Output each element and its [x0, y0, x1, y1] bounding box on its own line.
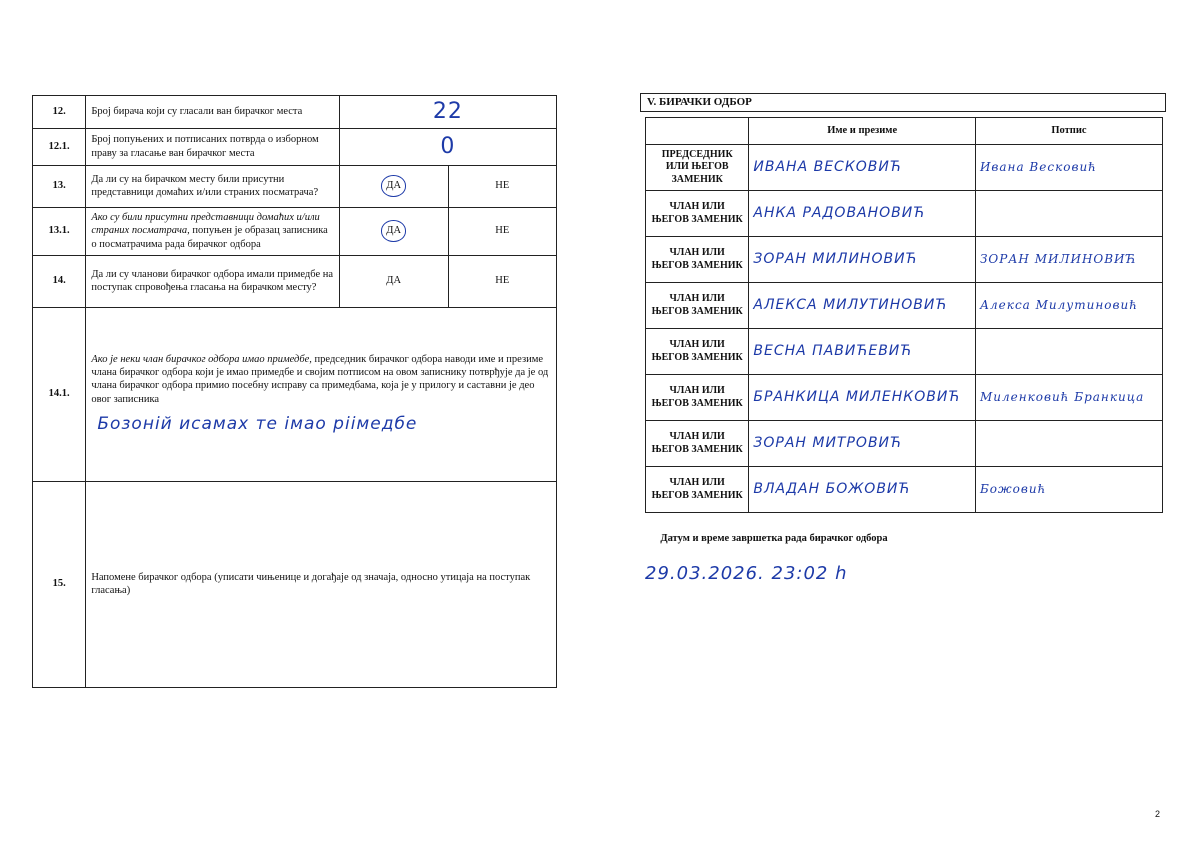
member-signature [975, 283, 1162, 329]
question-rest: попуњен је образац записника о посматрачима рада бирачког одбора [91, 225, 328, 250]
member-signature [975, 467, 1162, 513]
row-number: 12. [33, 96, 86, 129]
member-signature [975, 375, 1162, 421]
answer-yes [339, 165, 448, 207]
committee-row [646, 375, 1163, 421]
row-13 [33, 165, 557, 207]
row-number: 14.1. [33, 307, 86, 481]
circled-yes: ДА [381, 220, 406, 241]
committee-row [646, 467, 1163, 513]
role-header [646, 118, 749, 145]
committee-header-row [646, 118, 1163, 145]
member-role: ЧЛАН ИЛИ ЊЕГОВ ЗАМЕНИК [646, 467, 749, 513]
section-title: V. БИРАЧКИ ОДБОР [640, 93, 1166, 112]
member-role: ЧЛАН ИЛИ ЊЕГОВ ЗАМЕНИК [646, 191, 749, 237]
row-15 [33, 481, 557, 687]
member-name-handwritten: АЛЕКСА МИЛУТИНОВИЋ [753, 296, 948, 313]
member-name [749, 329, 976, 375]
member-name [749, 145, 976, 191]
member-role: ЧЛАН ИЛИ ЊЕГОВ ЗАМЕНИК [646, 329, 749, 375]
member-role: ПРЕДСЕДНИК ИЛИ ЊЕГОВ ЗАМЕНИК [646, 145, 749, 191]
member-name [749, 421, 976, 467]
signature-header: Потпис [975, 118, 1162, 145]
signature-handwritten: Божовић [979, 481, 1047, 496]
member-name-handwritten: ВЕСНА ПАВИЋЕВИЋ [753, 342, 913, 359]
member-signature [975, 191, 1162, 237]
answer-no: НЕ [448, 165, 556, 207]
objections-cell [86, 307, 557, 481]
member-name-handwritten: ВЛАДАН БОЖОВИЋ [753, 480, 911, 497]
objections-text: председник бирачког одбора наводи име и презиме члана бирачког одбора који је имао примедбе и својим потписом на овом записнику потврђује да је од члана бирачког одбора примио посебну исправу са примедбама, која је у прилогу и саставни је део овог записника [91, 354, 549, 405]
row-number: 13.1. [33, 207, 86, 255]
answer-yes [339, 207, 448, 255]
member-name-handwritten: ЗОРАН МИТРОВИЋ [753, 434, 903, 451]
committee-row [646, 237, 1163, 283]
member-role: ЧЛАН ИЛИ ЊЕГОВ ЗАМЕНИК [646, 421, 749, 467]
member-name-handwritten: ИВАНА ВЕСКОВИЋ [753, 158, 902, 175]
member-name-handwritten: БРАНКИЦА МИЛЕНКОВИЋ [753, 388, 961, 405]
signature-handwritten: ЗОРАН МИЛИНОВИЋ [979, 251, 1137, 266]
member-name [749, 375, 976, 421]
member-name [749, 237, 976, 283]
row-question: Да ли су на бирачком месту били присутни представници домаћих и/или страних посматрача? [86, 165, 339, 207]
objections-handwritten: Бозоній исамах те імао ріімедбе [97, 413, 418, 434]
member-signature [975, 329, 1162, 375]
committee-row [646, 145, 1163, 191]
notes-cell: Напомене бирачког одбора (уписати чињенице и догађаје од значаја, односно утицаја на поступак гласања) [86, 481, 557, 687]
voting-record-table [32, 95, 557, 688]
member-signature [975, 421, 1162, 467]
row-question: Број бирача који су гласали ван бирачког места [86, 96, 339, 129]
end-time-value: 29.03.2026. 23:02 h [645, 563, 848, 584]
circled-yes: ДА [381, 175, 406, 196]
question-italic: Ако су били присутни представници домаћих и/или страних посматрача, [91, 212, 320, 237]
page-number: 2 [1155, 809, 1161, 819]
member-signature [975, 145, 1162, 191]
handwritten-value [339, 128, 556, 165]
row-question: Број попуњених и потписаних потврда о изборном праву за гласање ван бирачког места [86, 128, 339, 165]
member-name-handwritten: ЗОРАН МИЛИНОВИЋ [753, 250, 918, 267]
row-12-1 [33, 128, 557, 165]
voters-outside-count: 22 [432, 99, 463, 124]
member-role: ЧЛАН ИЛИ ЊЕГОВ ЗАМЕНИК [646, 237, 749, 283]
row-question [86, 207, 339, 255]
committee-row [646, 283, 1163, 329]
row-number: 14. [33, 255, 86, 307]
member-name-handwritten: АНКА РАДОВАНОВИЋ [753, 204, 926, 221]
member-signature [975, 237, 1162, 283]
row-number: 13. [33, 165, 86, 207]
answer-no: НЕ [448, 255, 556, 307]
row-12 [33, 96, 557, 129]
row-14 [33, 255, 557, 307]
member-name [749, 191, 976, 237]
answer-yes: ДА [339, 255, 448, 307]
signature-handwritten: Миленковић Бранкица [979, 389, 1145, 404]
member-role: ЧЛАН ИЛИ ЊЕГОВ ЗАМЕНИК [646, 283, 749, 329]
row-13-1 [33, 207, 557, 255]
row-14-1 [33, 307, 557, 481]
row-number: 12.1. [33, 128, 86, 165]
certificates-count: 0 [440, 133, 456, 159]
signature-handwritten: Алекса Милутиновић [979, 297, 1138, 312]
committee-row [646, 421, 1163, 467]
member-name [749, 467, 976, 513]
signature-handwritten: Ивана Весковић [979, 159, 1097, 174]
row-number: 15. [33, 481, 86, 687]
objections-italic: Ако је неки члан бирачког одбора имао примедбе, [91, 354, 312, 366]
answer-no: НЕ [448, 207, 556, 255]
committee-table [645, 117, 1163, 513]
end-time-label: Датум и време завршетка рада бирачког одбора [660, 533, 888, 544]
member-role: ЧЛАН ИЛИ ЊЕГОВ ЗАМЕНИК [646, 375, 749, 421]
handwritten-value [339, 96, 556, 129]
member-name [749, 283, 976, 329]
name-header: Име и презиме [749, 118, 976, 145]
row-question: Да ли су чланови бирачког одбора имали примедбе на поступак спровођења гласања на бирачком месту? [86, 255, 339, 307]
committee-row [646, 329, 1163, 375]
committee-row [646, 191, 1163, 237]
